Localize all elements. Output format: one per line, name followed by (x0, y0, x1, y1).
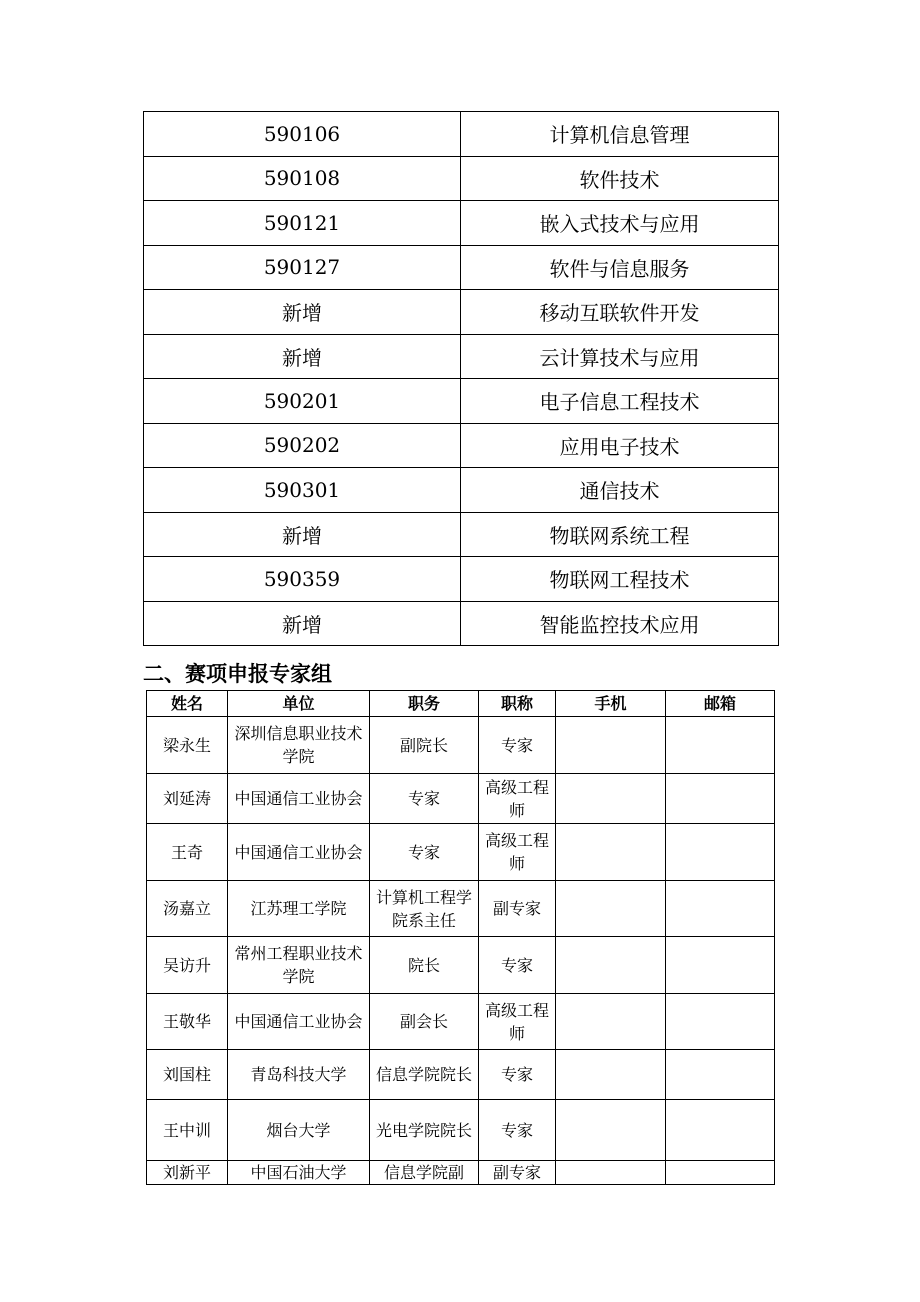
major-name-cell: 云计算技术与应用 (461, 334, 779, 379)
expert-email-cell (666, 717, 775, 774)
major-code-cell: 新增 (144, 601, 461, 646)
expert-name-cell: 王中训 (147, 1100, 228, 1161)
expert-phone-cell (556, 774, 666, 824)
expert-name-cell: 汤嘉立 (147, 881, 228, 937)
expert-phone-cell (556, 1050, 666, 1100)
table-row (144, 423, 779, 468)
expert-unit-cell: 江苏理工学院 (228, 881, 370, 937)
expert-name-cell: 刘国柱 (147, 1050, 228, 1100)
expert-email-cell (666, 774, 775, 824)
expert-title-cell: 副专家 (479, 1161, 556, 1185)
major-code-cell: 新增 (144, 290, 461, 335)
header-position: 职务 (370, 691, 479, 717)
table-row (147, 1100, 775, 1161)
expert-position-cell: 专家 (370, 774, 479, 824)
expert-phone-cell (556, 717, 666, 774)
expert-title-cell: 高级工程师 (479, 994, 556, 1050)
major-name-cell: 软件技术 (461, 156, 779, 201)
expert-position-cell: 信息学院院长 (370, 1050, 479, 1100)
expert-phone-cell (556, 994, 666, 1050)
expert-position-cell: 计算机工程学院系主任 (370, 881, 479, 937)
expert-unit-cell: 中国石油大学 (228, 1161, 370, 1185)
major-code-cell: 590301 (144, 468, 461, 513)
header-title: 职称 (479, 691, 556, 717)
table-row (147, 1161, 775, 1185)
expert-unit-cell: 常州工程职业技术学院 (228, 937, 370, 994)
expert-unit-cell: 烟台大学 (228, 1100, 370, 1161)
header-row (147, 691, 775, 717)
expert-email-cell (666, 994, 775, 1050)
expert-phone-cell (556, 824, 666, 881)
expert-position-cell: 信息学院副 (370, 1161, 479, 1185)
table-row (147, 994, 775, 1050)
expert-position-cell: 副会长 (370, 994, 479, 1050)
expert-phone-cell (556, 1161, 666, 1185)
table-row (147, 937, 775, 994)
section-title: 二、赛项申报专家组 (143, 662, 332, 686)
major-name-cell: 智能监控技术应用 (461, 601, 779, 646)
major-code-cell: 590108 (144, 156, 461, 201)
major-name-cell: 嵌入式技术与应用 (461, 201, 779, 246)
table-row (147, 774, 775, 824)
expert-position-cell: 光电学院院长 (370, 1100, 479, 1161)
table-row (144, 379, 779, 424)
table-row (147, 824, 775, 881)
expert-name-cell: 刘延涛 (147, 774, 228, 824)
table-row (147, 1050, 775, 1100)
table-row (144, 290, 779, 335)
major-name-cell: 应用电子技术 (461, 423, 779, 468)
header-email: 邮箱 (666, 691, 775, 717)
expert-phone-cell (556, 937, 666, 994)
major-name-cell: 电子信息工程技术 (461, 379, 779, 424)
expert-phone-cell (556, 881, 666, 937)
expert-email-cell (666, 1050, 775, 1100)
table-row (147, 717, 775, 774)
major-code-cell: 590359 (144, 557, 461, 602)
expert-unit-cell: 中国通信工业协会 (228, 774, 370, 824)
major-code-cell: 新增 (144, 512, 461, 557)
expert-name-cell: 王奇 (147, 824, 228, 881)
major-name-cell: 物联网工程技术 (461, 557, 779, 602)
table-row (147, 881, 775, 937)
majors-table (143, 111, 779, 646)
table-row (144, 334, 779, 379)
major-name-cell: 通信技术 (461, 468, 779, 513)
major-code-cell: 590201 (144, 379, 461, 424)
expert-email-cell (666, 1161, 775, 1185)
major-name-cell: 物联网系统工程 (461, 512, 779, 557)
expert-position-cell: 副院长 (370, 717, 479, 774)
expert-position-cell: 专家 (370, 824, 479, 881)
table-row (144, 512, 779, 557)
expert-title-cell: 专家 (479, 937, 556, 994)
expert-email-cell (666, 1100, 775, 1161)
expert-name-cell: 刘新平 (147, 1161, 228, 1185)
expert-title-cell: 高级工程师 (479, 824, 556, 881)
table-row (144, 601, 779, 646)
header-phone: 手机 (556, 691, 666, 717)
expert-email-cell (666, 937, 775, 994)
header-name: 姓名 (147, 691, 228, 717)
major-code-cell: 590121 (144, 201, 461, 246)
major-name-cell: 移动互联软件开发 (461, 290, 779, 335)
experts-table (146, 690, 775, 1185)
major-code-cell: 新增 (144, 334, 461, 379)
major-code-cell: 590202 (144, 423, 461, 468)
expert-name-cell: 王敬华 (147, 994, 228, 1050)
major-name-cell: 软件与信息服务 (461, 245, 779, 290)
major-code-cell: 590127 (144, 245, 461, 290)
expert-unit-cell: 青岛科技大学 (228, 1050, 370, 1100)
table-row (144, 468, 779, 513)
table-row (144, 112, 779, 157)
expert-email-cell (666, 881, 775, 937)
expert-unit-cell: 中国通信工业协会 (228, 824, 370, 881)
expert-name-cell: 梁永生 (147, 717, 228, 774)
expert-phone-cell (556, 1100, 666, 1161)
expert-email-cell (666, 824, 775, 881)
expert-title-cell: 高级工程师 (479, 774, 556, 824)
header-unit: 单位 (228, 691, 370, 717)
table-row (144, 201, 779, 246)
table-row (144, 156, 779, 201)
expert-unit-cell: 中国通信工业协会 (228, 994, 370, 1050)
expert-title-cell: 副专家 (479, 881, 556, 937)
major-code-cell: 590106 (144, 112, 461, 157)
expert-title-cell: 专家 (479, 1100, 556, 1161)
expert-title-cell: 专家 (479, 717, 556, 774)
table-row (144, 245, 779, 290)
expert-unit-cell: 深圳信息职业技术学院 (228, 717, 370, 774)
expert-position-cell: 院长 (370, 937, 479, 994)
major-name-cell: 计算机信息管理 (461, 112, 779, 157)
table-row (144, 557, 779, 602)
expert-title-cell: 专家 (479, 1050, 556, 1100)
expert-name-cell: 吴访升 (147, 937, 228, 994)
